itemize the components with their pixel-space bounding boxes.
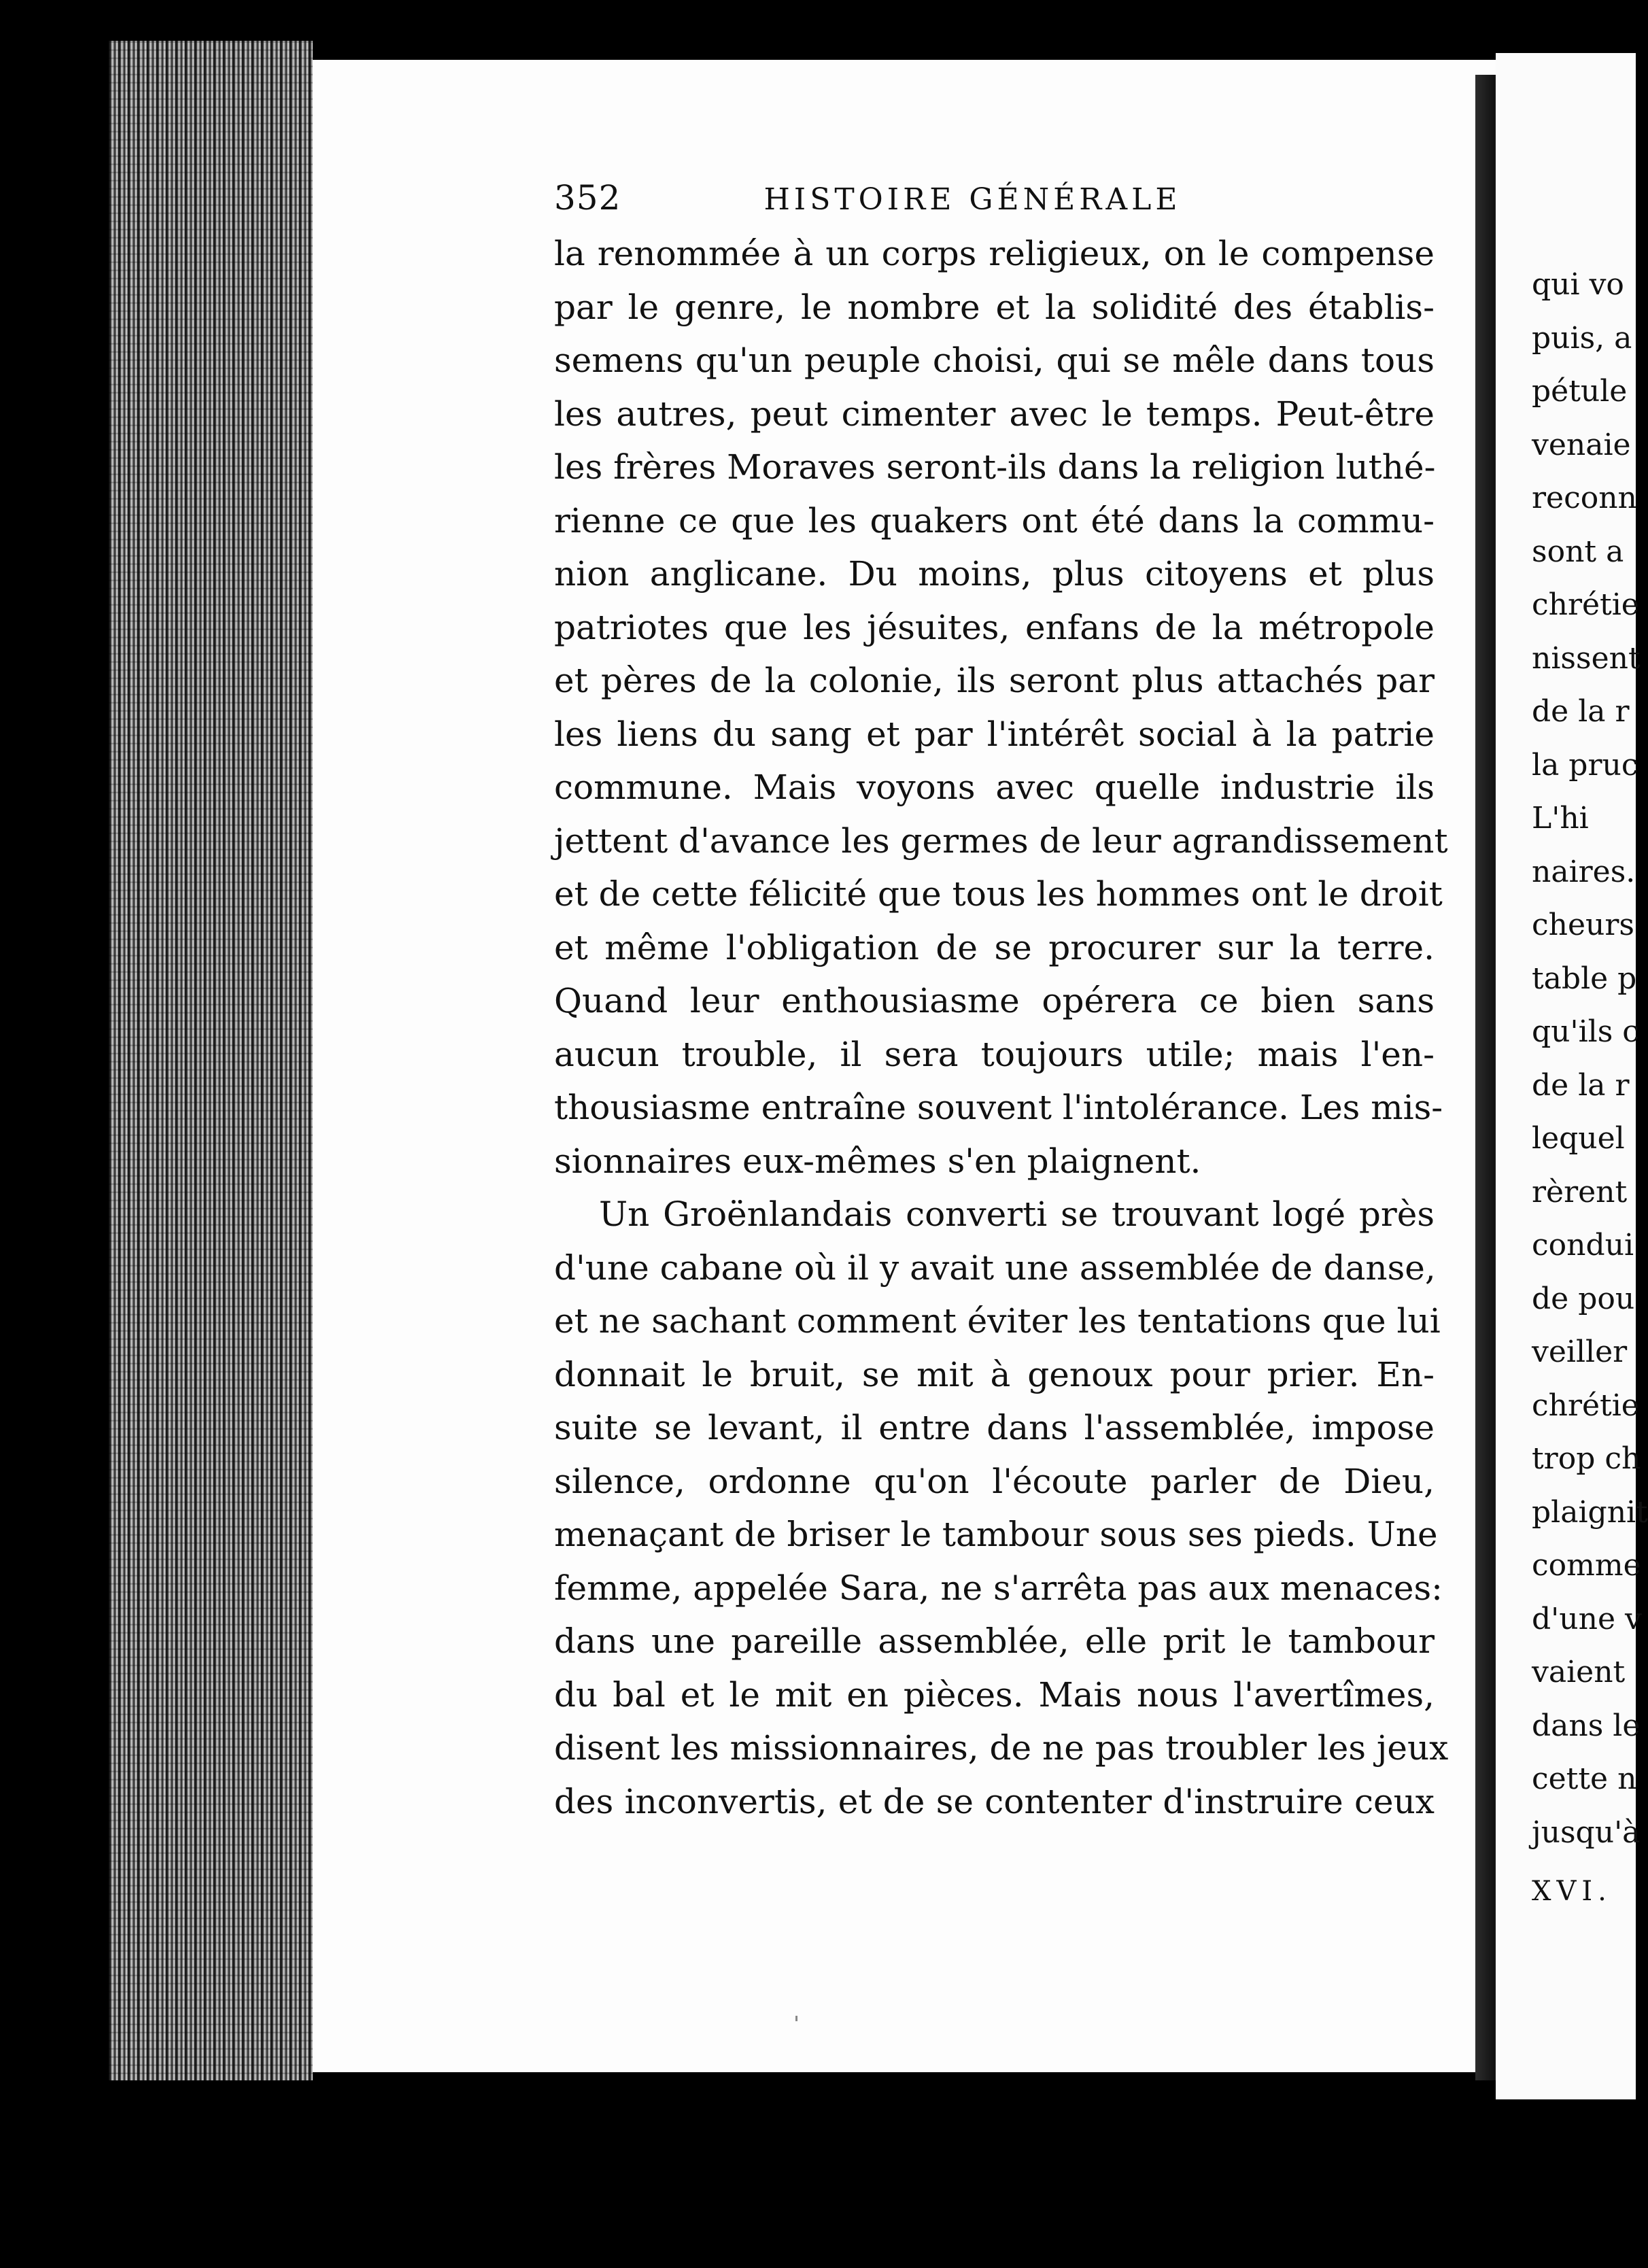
text-line: cheurs <box>1532 908 1634 942</box>
text-line: de pou <box>1532 1281 1635 1316</box>
text-line: et même l'obligation de se procurer sur la terre. <box>554 927 1435 967</box>
text-line: sont a <box>1532 534 1624 569</box>
text-line: donnait le bruit, se mit à genoux pour prier. En- <box>554 1354 1435 1394</box>
text-line: vaient <box>1532 1655 1626 1689</box>
text-line: d'une v <box>1532 1601 1642 1636</box>
text-line: comme <box>1532 1548 1641 1583</box>
text-line: venaie <box>1532 427 1631 462</box>
text-line: patriotes que les jésuites, enfans de la métropole <box>554 607 1435 647</box>
text-line: aucun trouble, il sera toujours utile; mais l'en- <box>554 1034 1435 1074</box>
text-line: des inconvertis, et de se contenter d'instruire ceux <box>554 1781 1435 1821</box>
text-line: condui <box>1532 1228 1634 1262</box>
text-line: chrétie <box>1532 587 1639 622</box>
left-page-text <box>554 178 1449 1828</box>
text-line: et pères de la colonie, ils seront plus attachés par <box>554 661 1435 700</box>
text-line: commune. Mais voyons avec quelle industrie ils <box>554 768 1435 807</box>
text-line: par le genre, le nombre et la solidité des établis- <box>554 287 1435 327</box>
signature-mark: XVI. <box>1532 1876 1612 1907</box>
text-line: trop ch <box>1532 1441 1641 1476</box>
text-line: lequel <box>1532 1121 1625 1156</box>
text-line: plaignit <box>1532 1494 1648 1530</box>
text-line: jusqu'à <box>1532 1815 1641 1850</box>
running-head <box>554 178 1435 226</box>
text-line: sionnaires eux-mêmes s'en plaignent. <box>554 1141 1201 1181</box>
text-line: dans le <box>1532 1708 1641 1743</box>
text-line: les autres, peut cimenter avec le temps. Peut-être <box>554 394 1435 434</box>
text-line: qui vo <box>1532 267 1624 302</box>
text-line: les frères Moraves seront-ils dans la religion luthé- <box>554 447 1436 487</box>
text-line: les liens du sang et par l'intérêt social à la patrie <box>554 714 1435 754</box>
text-line: pétule <box>1532 374 1628 409</box>
text-line: rienne ce que les quakers ont été dans la commu- <box>554 500 1435 540</box>
text-line: du bal et le mit en pièces. Mais nous l'avertîmes, <box>554 1674 1435 1715</box>
text-line: chrétie <box>1532 1388 1639 1423</box>
text-line: menaçant de briser le tambour sous ses pieds. Une <box>554 1515 1438 1554</box>
text-line: Un Groënlandais converti se trouvant logé près <box>599 1195 1435 1234</box>
text-line: et de cette félicité que tous les hommes ont le droit <box>554 874 1443 914</box>
text-line: qu'ils c <box>1532 1014 1639 1049</box>
right-page-text <box>1532 258 1648 1919</box>
page-number: 352 <box>554 178 621 218</box>
text-line: puis, a <box>1532 320 1632 356</box>
text-line: la renommée à un corps religieux, on le compense <box>554 234 1435 273</box>
page-stack-edge <box>109 41 313 2080</box>
text-line: nissent <box>1532 640 1641 676</box>
text-line: silence, ordonne qu'on l'écoute parler de Dieu, <box>554 1461 1435 1501</box>
text-line: disent les missionnaires, de ne pas troubler les jeux <box>554 1728 1449 1768</box>
text-line: nion anglicane. Du moins, plus citoyens et plus <box>554 554 1435 594</box>
text-line: de la r <box>1532 1067 1630 1103</box>
body-text <box>554 227 1449 1828</box>
text-line: femme, appelée Sara, ne s'arrêta pas aux menaces: <box>554 1568 1443 1608</box>
scan-speck <box>795 2016 797 2021</box>
text-line: thousiasme entraîne souvent l'intolérance. Les mis- <box>554 1088 1443 1127</box>
text-line: suite se levant, il entre dans l'assemblée, impose <box>554 1408 1435 1447</box>
text-line: de la r <box>1532 694 1630 729</box>
text-line: reconn <box>1532 481 1637 515</box>
text-line: d'une cabane où il y avait une assemblée de danse, <box>554 1248 1436 1288</box>
text-line: dans une pareille assemblée, elle prit le tambour <box>554 1621 1435 1661</box>
text-line: veiller <box>1532 1335 1628 1369</box>
text-line: cette n <box>1532 1762 1637 1796</box>
text-line: semens qu'un peuple choisi, qui se mêle dans tous <box>554 341 1435 380</box>
text-line: et ne sachant comment éviter les tentations que lui <box>554 1301 1441 1341</box>
text-line: Quand leur enthousiasme opérera ce bien sans <box>554 981 1435 1020</box>
text-line: jettent d'avance les germes de leur agrandissement <box>554 821 1448 861</box>
text-line: naires. <box>1532 854 1636 889</box>
text-line: la pruc <box>1532 747 1638 783</box>
text-line: table p <box>1532 961 1637 996</box>
running-head-title: HISTOIRE GÉNÉRALE <box>763 182 1182 217</box>
text-line: L'hi <box>1532 801 1589 836</box>
text-line: rèrent <box>1532 1174 1628 1209</box>
